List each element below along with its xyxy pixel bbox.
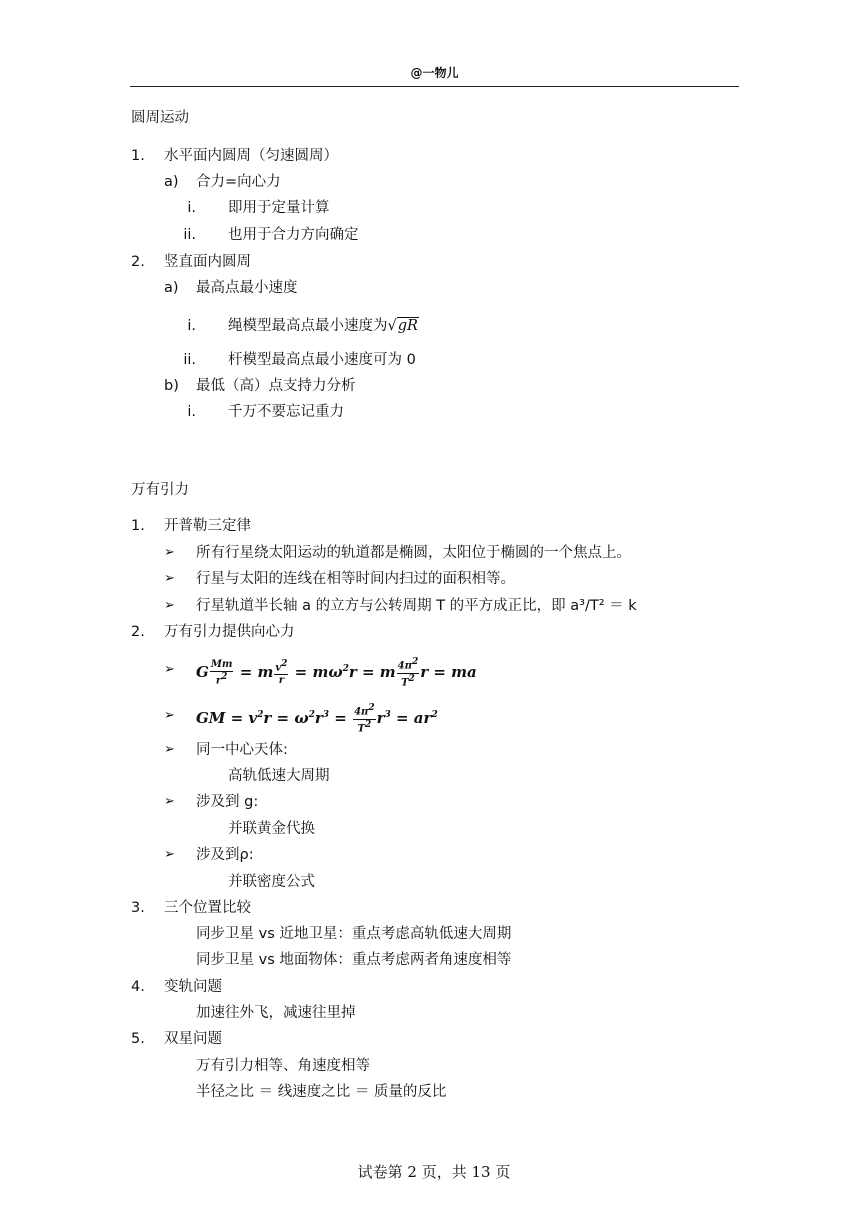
list-marker: 3. <box>131 900 145 916</box>
list-item: 水平面内圆周（匀速圆周） <box>164 148 338 164</box>
list-item: 行星与太阳的连线在相等时间内扫过的面积相等。 <box>196 571 515 587</box>
list-item: 双星问题 <box>164 1031 222 1047</box>
arrow-bullet-icon: ➢ <box>164 742 175 757</box>
list-marker: a) <box>164 174 179 190</box>
arrow-bullet-icon: ➢ <box>164 708 175 723</box>
list-item: 杆模型最高点最小速度可为 0 <box>228 352 416 368</box>
arrow-bullet-icon: ➢ <box>164 545 175 560</box>
list-item-sub: 并联黄金代换 <box>228 821 315 837</box>
list-item: 变轨问题 <box>164 979 222 995</box>
arrow-bullet-icon: ➢ <box>164 571 175 586</box>
list-item: 涉及到 g: <box>196 794 259 810</box>
list-item: 行星轨道半长轴 a 的立方与公转周期 T 的平方成正比，即 a³/T² ＝ k <box>196 598 637 614</box>
equation-gm: GM = $v^2r = \omega^2r^3$ = $\frac{4\pi^2}{T^2}$ $r^3 = ar^2$ <box>196 703 438 734</box>
list-marker: a) <box>164 280 179 296</box>
list-item: 竖直面内圆周 <box>164 254 251 270</box>
list-item-sub: 同步卫星 vs 地面物体：重点考虑两者角速度相等 <box>196 952 512 968</box>
list-marker: i. <box>187 200 196 216</box>
item-text: 绳模型最高点最小速度为 <box>228 318 388 334</box>
list-marker: 2. <box>131 254 145 270</box>
list-item: 合力=向心力 <box>196 174 281 190</box>
list-marker: ii. <box>183 227 196 243</box>
list-marker: i. <box>187 318 196 334</box>
radicand: gR <box>397 318 418 334</box>
list-item: 千万不要忘记重力 <box>228 404 344 420</box>
list-item <box>228 316 419 336</box>
list-marker: i. <box>187 404 196 420</box>
list-item: 同一中心天体: <box>196 742 288 758</box>
list-item: 万有引力提供向心力 <box>164 624 295 640</box>
list-marker: 5. <box>131 1031 145 1047</box>
list-item-sub: 同步卫星 vs 近地卫星：重点考虑高轨低速大周期 <box>196 926 512 942</box>
section-title-gravitation: 万有引力 <box>131 482 189 498</box>
arrow-bullet-icon: ➢ <box>164 662 175 677</box>
page-footer: 试卷第 2 页，共 13 页 <box>357 1163 511 1181</box>
list-item: 三个位置比较 <box>164 900 251 916</box>
list-marker: b) <box>164 378 179 394</box>
list-item: 也用于合力方向确定 <box>228 227 359 243</box>
list-marker: 1. <box>131 518 145 534</box>
list-marker: ii. <box>183 352 196 368</box>
list-item: 最低（高）点支持力分析 <box>196 378 356 394</box>
sqrt-formula: √gR <box>387 318 418 334</box>
arrow-bullet-icon: ➢ <box>164 598 175 613</box>
section-title-circular-motion: 圆周运动 <box>131 110 189 126</box>
list-item: 最高点最小速度 <box>196 280 298 296</box>
list-item-sub: 高轨低速大周期 <box>228 768 330 784</box>
list-item: 所有行星绕太阳运动的轨道都是椭圆，太阳位于椭圆的一个焦点上。 <box>196 545 631 561</box>
list-item-sub: 半径之比 ＝ 线速度之比 ＝ 质量的反比 <box>196 1084 447 1100</box>
arrow-bullet-icon: ➢ <box>164 847 175 862</box>
page-header: @一物儿 <box>130 64 739 87</box>
list-item-sub: 万有引力相等、角速度相等 <box>196 1058 370 1074</box>
list-item-sub: 加速往外飞，减速往里掉 <box>196 1005 356 1021</box>
arrow-bullet-icon: ➢ <box>164 794 175 809</box>
list-marker: 2. <box>131 624 145 640</box>
list-marker: 4. <box>131 979 145 995</box>
list-item-sub: 并联密度公式 <box>228 874 315 890</box>
list-marker: 1. <box>131 148 145 164</box>
list-item: 即用于定量计算 <box>228 200 330 216</box>
equation-centripetal: G $\frac{Mm}{r^2}$ = m $\frac{v^2}{r}$ = $m\omega^2r = m$ $\frac{4\pi^2}{T^2}$ r = ma <box>196 657 477 688</box>
list-item: 开普勒三定律 <box>164 518 251 534</box>
list-item: 涉及到ρ: <box>196 847 254 863</box>
